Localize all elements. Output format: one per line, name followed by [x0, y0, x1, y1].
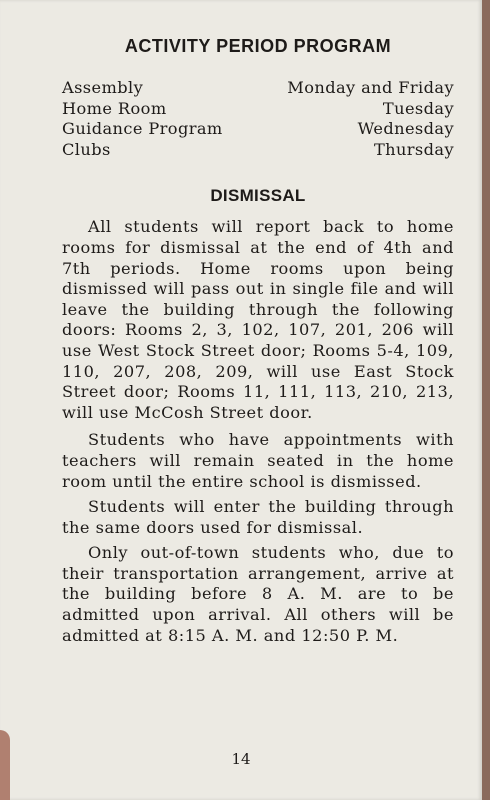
schedule-row [62, 99, 454, 120]
schedule-day: Monday and Friday [287, 78, 454, 97]
schedule-day: Tuesday [382, 98, 454, 118]
schedule-activity: Guidance Program [62, 119, 223, 139]
out-of-town-paragraph: Only out-of-town students who, due to their transportation arrangement, arrive at the building before 8 A. M. are to be admitted upon arrival. All others will be admitted at 8:15 A. M. and 12:50 P. M. [62, 543, 454, 645]
schedule-activity: Assembly [62, 78, 144, 97]
dismissal-paragraph: All students will report back to home rooms for dismissal at the end of 4th and 7th periods. Home rooms upon being dismissed will pass out in single file and will leave the building through the following doors: Rooms 2, 3, 102, 107, 201, 206 will use West Stock Street door; Rooms 5-4, 109, 110, 207, 208, 209, will use East Stock Street door; Rooms 11, 111, 113, 210, 213, will use McCosh Street door. [62, 217, 454, 422]
schedule-row [62, 78, 454, 99]
activity-schedule [62, 78, 454, 160]
schedule-activity: Home Room [62, 98, 167, 118]
entry-paragraph: Students will enter the building through the same doors used for dismissal. [62, 497, 454, 537]
page-title: ACTIVITY PERIOD PROGRAM [124, 36, 392, 56]
schedule-row [62, 140, 454, 161]
page-number: 14 [231, 750, 251, 768]
dismissal-heading: DISMISSAL [210, 186, 306, 206]
schedule-day: Thursday [373, 139, 454, 159]
schedule-day: Wednesday [357, 119, 454, 139]
appointments-paragraph: Students who have appointments with teachers will remain seated in the home room until the entire school is dismissed. [62, 430, 454, 491]
schedule-activity: Clubs [62, 139, 111, 159]
page-content [62, 36, 454, 653]
page-edge [0, 730, 10, 800]
schedule-row [62, 119, 454, 140]
